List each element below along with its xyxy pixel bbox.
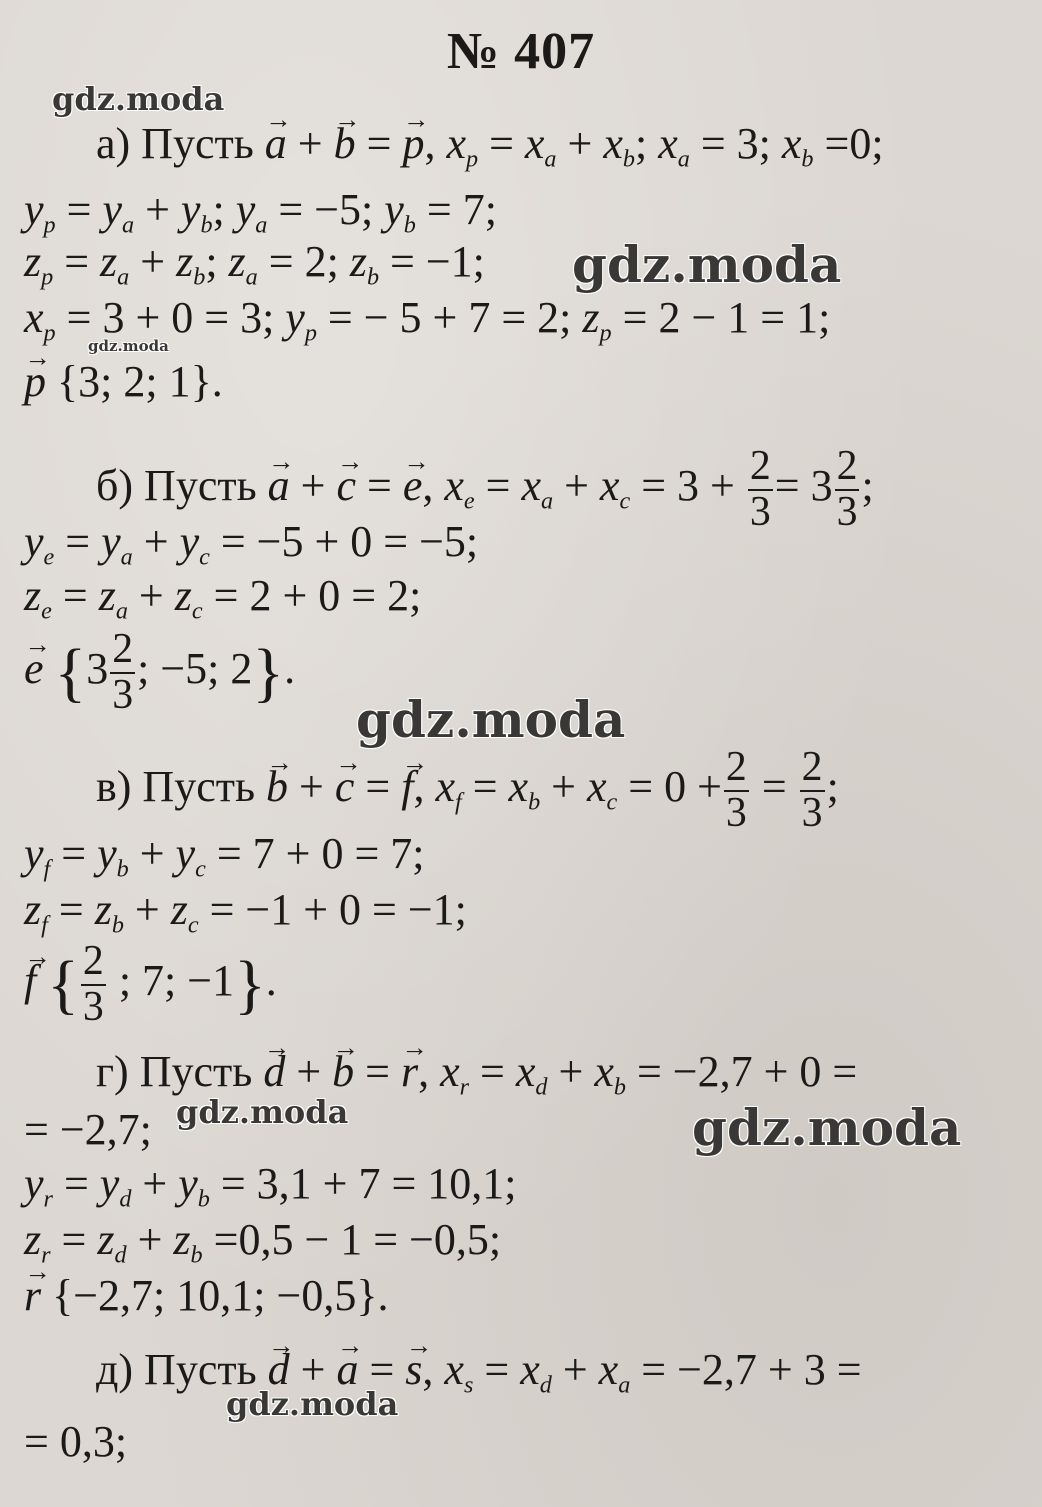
part-label: а) Пусть: [96, 119, 254, 168]
solution-line: = 0,3;: [24, 1417, 128, 1466]
solution-line: → r {−2,7; 10,1; −0,5}.: [24, 1274, 388, 1318]
watermark: gdz.moda: [52, 80, 225, 118]
solution-line: а) Пусть → a + → b = → p, $x_p = x_a + x_b$; $x_a = 3$; $x_b =0$;: [96, 122, 884, 172]
solution-line: $y_p = y_a + y_b$; $y_a = -5$; $y_b = 7$;: [24, 185, 497, 239]
part-label: в) Пусть: [96, 761, 256, 811]
solution-line: $z_e = z_a + z_c = 2 + 0 = 2$;: [24, 571, 422, 625]
watermark: gdz.moda: [572, 235, 842, 294]
problem-number: № 407: [446, 23, 596, 80]
part-label: б) Пусть: [96, 460, 257, 510]
part-label: д) Пусть: [96, 1345, 257, 1394]
solution-line: $y_e = y_a + y_c = -5 + 0 = -5$;: [24, 517, 479, 571]
solution-line: д) Пусть → d + → a = → s, $x_s = x_d + x_a = -2,7 + 3$ =: [96, 1348, 862, 1398]
solution-line: $z_f = z_b + z_c = -1 + 0 = -1$;: [24, 885, 467, 939]
solution-line: → e {3 $\frac{2}{3}$ ; −5; 2}.: [24, 628, 295, 718]
solution-line: г) Пусть → d + → b = → r, $x_r = x_d + x_b = -2,7 + 0$ =: [96, 1050, 857, 1100]
solution-line: = −2,7;: [24, 1105, 152, 1154]
solution-line: б) Пусть → a + → c = → e, $x_e = x_a + x_c = 3$ + $\frac{2}{3}$ = 3 $\frac{2}{3}$ ;: [96, 445, 874, 535]
watermark: gdz.moda: [692, 1098, 962, 1157]
solution-line: $z_r = z_d + z_b =0,5 - 1 = -0,5$;: [24, 1215, 502, 1269]
watermark: gdz.moda: [176, 1093, 349, 1131]
solution-line: $y_r = y_d + y_b = 3,1 + 7 = 10,1$;: [24, 1159, 517, 1213]
solution-line: в) Пусть → b + → c = → f, $x_f = x_b + x_c = 0$ + $\frac{2}{3}$ = $\frac{2}{3}$ ;: [96, 746, 839, 836]
solution-line: → f { $\frac{2}{3}$ ; 7; −1}.: [24, 940, 277, 1030]
watermark: gdz.moda: [356, 690, 626, 749]
watermark: gdz.moda: [226, 1385, 399, 1423]
part-label: г) Пусть: [96, 1047, 253, 1096]
solution-line: $z_p = z_a + z_b$; $z_a = 2$; $z_b = -1$;: [24, 237, 485, 291]
solution-line: $x_p = 3 + 0 = 3$; $y_p$ = − 5 + 7 = 2; $z_p = 2 - 1 = 1$;: [24, 293, 831, 347]
watermark: gdz.moda: [88, 337, 169, 355]
solution-line: → p {3; 2; 1}.: [24, 360, 223, 404]
solution-line: $y_f = y_b + y_c = 7 + 0 = 7$;: [24, 829, 425, 883]
